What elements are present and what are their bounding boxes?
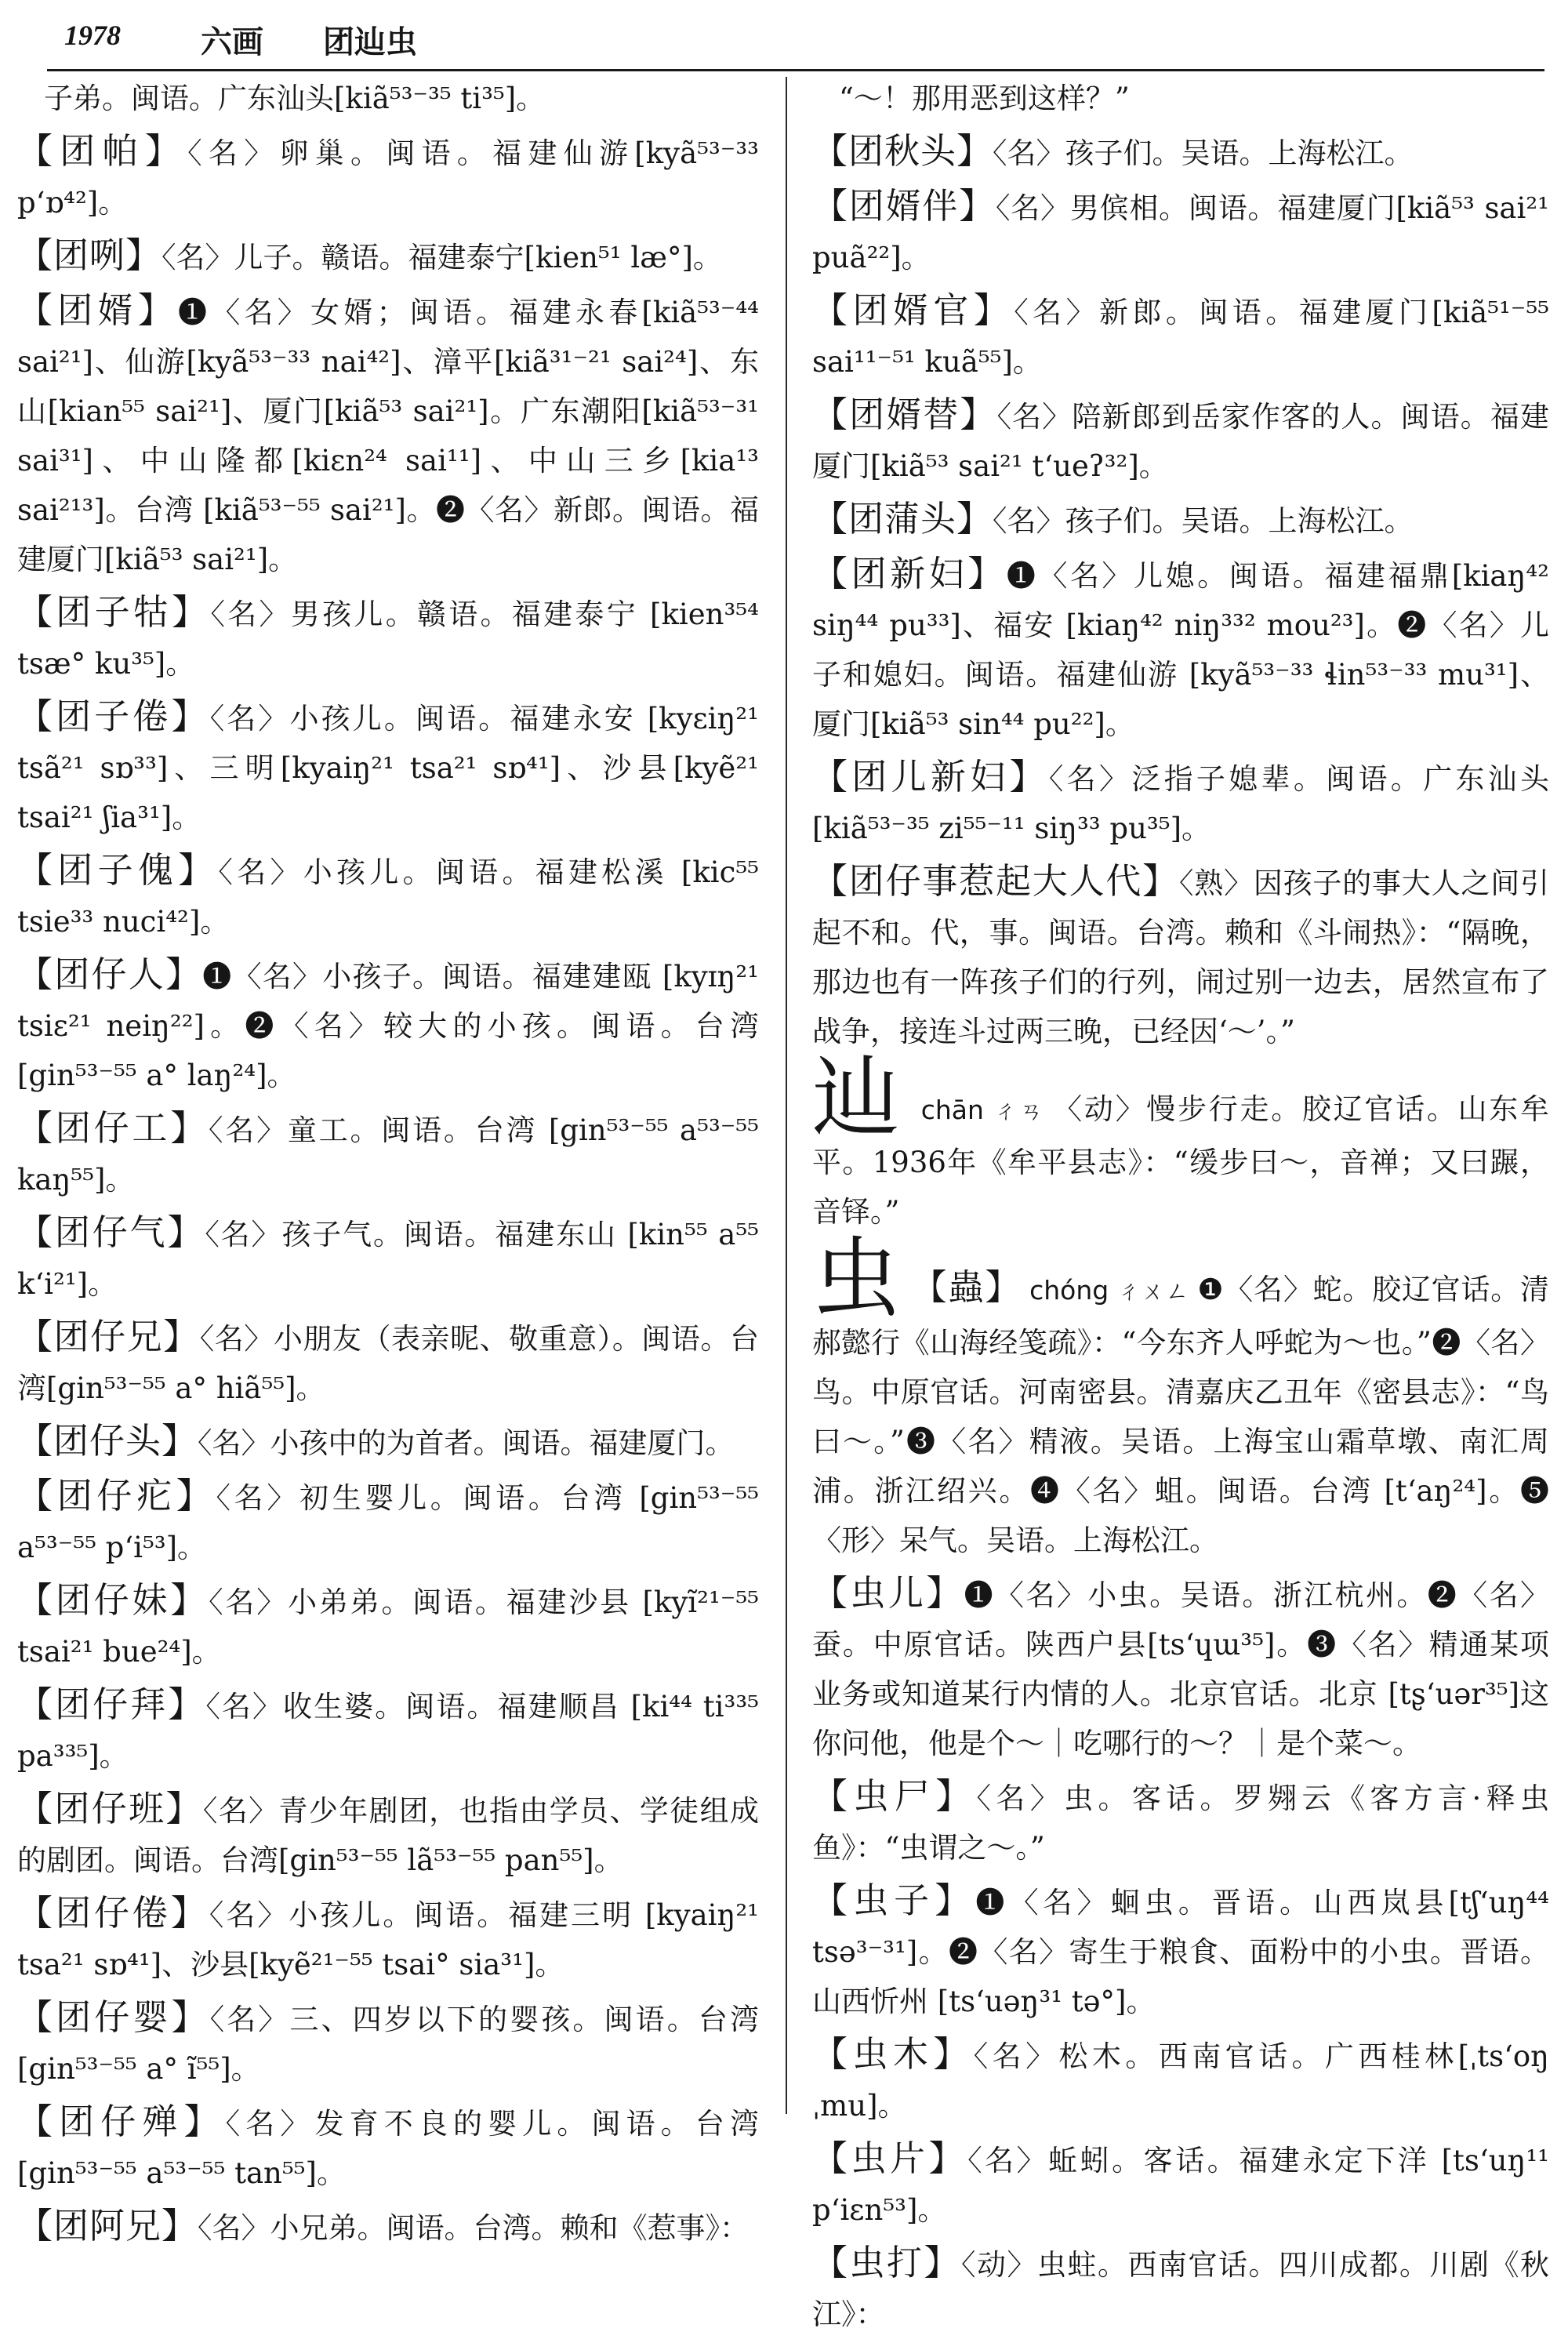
entry-continuation: “～！那用恶到这样？” [839,82,1130,115]
pinyin: chān [920,1095,984,1125]
headword: 【团仔拜】 [17,1683,206,1725]
definition: ❶〈名〉蛔虫。晋语。山西岚县[tʃʻuŋ⁴⁴ tsə³⁻³¹]。❷〈名〉寄生于粮食、面粉中的小虫。晋语。山西忻州 [tsʻuəŋ³¹ tə°]。 [812,1886,1549,2018]
definition: 〈名〉小朋友（表亲昵、敬重意）。闽语。台湾[gin⁵³⁻⁵⁵ a° hiã⁵⁵]。 [17,1322,759,1405]
dictionary-entry [812,2238,1549,2339]
dictionary-entry [17,1992,759,2094]
dictionary-entry [17,285,759,584]
headword: 【团儿新妇】 [812,756,1049,797]
definition: 〈名〉发育不良的婴儿。闽语。台湾 [gin⁵³⁻⁵⁵ a⁵³⁻⁵⁵ tan⁵⁵]。 [17,2107,759,2190]
definition: 〈名〉泛指子媳辈。闽语。广东汕头 [kiã⁵³⁻³⁵ zi⁵⁵⁻¹¹ siŋ³³ pu³⁵]。 [812,762,1549,845]
headword: 【团婿】 [17,289,178,331]
headword: 【团蒲头】 [812,498,993,539]
dictionary-entry [812,1771,1549,1872]
dictionary-entry [17,1471,759,1572]
definition: 〈名〉小孩儿。闽语。福建松溪 [kic⁵⁵ tsie³³ nuci⁴²]。 [17,855,759,939]
headword: 【虫片】 [812,2137,968,2179]
definition: 〈名〉男傧相。闽语。福建厦门[kiã⁵³ sai²¹ puã²²]。 [812,191,1549,274]
definition: 〈名〉卵巢。闽语。福建仙游[kyã⁵³⁻³³ pʻɒ⁴²]。 [17,136,759,220]
dictionary-entry [17,1103,759,1204]
zhuyin: ㄔㄨㄥ [1116,1278,1190,1306]
definition: 〈名〉初生婴儿。闽语。台湾 [gin⁵³⁻⁵⁵ a⁵³⁻⁵⁵ pʻi⁵³]。 [17,1481,759,1564]
definition: 〈名〉虫。客话。罗翙云《客方言·释虫鱼》：“虫谓之～。” [812,1781,1549,1865]
headword: 【团仔事惹起大人代】 [812,860,1179,902]
dictionary-entry [812,285,1549,387]
head-character: 虫 [812,1228,901,1330]
headword: 【团咧】 [17,234,162,276]
dictionary-entry [812,390,1549,491]
column-divider [786,77,787,2114]
definition: ❶〈名〉蛇。胶辽官话。清郝懿行《山海经笺疏》：“今东齐人呼蛇为～也。”❷〈名〉鸟。中原官话。河南密县。清嘉庆乙丑年《密县志》：“鸟曰～。”❸〈名〉精液。吴语。上海宝山霜草墩、南汇周浦。浙江绍兴。❹〈名〉蛆。闽语。台湾 [tʻaŋ²⁴]。❺〈形〉呆气。吴语。上海松江。 [812,1273,1550,1557]
dictionary-entry [17,1888,759,1989]
page-number: 1978 [64,20,121,51]
dictionary-entry [812,1568,1549,1768]
page-header [47,0,1544,71]
definition: 〈动〉虫蛀。西南官话。四川成都。川剧《秋江》： [812,2248,1549,2331]
definition: 〈名〉小孩儿。闽语。福建三明 [kyaiŋ²¹ tsa²¹ sɒ⁴¹]、沙县[kyẽ²¹⁻⁵⁵ tsai° sia³¹]。 [17,1898,759,1981]
dictionary-entry [812,1876,1549,2026]
dictionary-entry [17,845,759,946]
traditional-form: 【蟲】 [911,1266,1022,1308]
headword: 【虫木】 [812,2033,974,2075]
headword: 【团婿替】 [812,394,997,435]
dictionary-entry [17,126,759,227]
headword: 【团仔气】 [17,1211,205,1253]
dictionary-entry [17,950,759,1100]
definition: 〈熟〉因孩子的事大人之间引起不和。代，事。闽语。台湾。赖和《斗闹热》：“隔晚，那边也有一阵孩子们的行列，闹过别一边去，居然宣布了战争，接连斗过两三晚，已经因‘～’。” [812,866,1549,1048]
definition: 〈名〉三、四岁以下的婴孩。闽语。台湾 [gin⁵³⁻⁵⁵ a° ĩ⁵⁵]。 [17,2003,759,2086]
dictionary-entry [17,231,759,282]
headword: 【团阿兄】 [17,2205,198,2246]
headword: 【虫子】 [812,1880,976,1921]
headword: 【虫尸】 [812,1775,977,1817]
definition: 〈名〉小孩中的为首者。闽语。福建厦门。 [198,1426,735,1460]
definition: 〈动〉慢步行走。胶辽官话。山东牟平。1936年《牟平县志》：“缓步曰～，音禅；又曰蹍，音铎。” [812,1092,1550,1229]
headword: 【团仔头】 [17,1420,198,1462]
definition: 〈名〉小孩儿。闽语。福建永安 [kyɛiŋ²¹ tsã²¹ sɒ³³]、三明[kyaiŋ²¹ tsa²¹ sɒ⁴¹]、沙县[kyẽ²¹ tsai²¹ ʃia³¹]。 [17,702,759,834]
dictionary-entry [17,1208,759,1309]
definition: 〈名〉童工。闽语。台湾 [gin⁵³⁻⁵⁵ a⁵³⁻⁵⁵ kaŋ⁵⁵]。 [17,1113,759,1197]
definition: ❶〈名〉儿媳。闽语。福建福鼎[kiaŋ⁴² siŋ⁴⁴ pu³³]、福安 [kiaŋ⁴² niŋ³³² mou²³]。❷〈名〉儿子和媳妇。闽语。福建仙游 [kyã⁵³⁻³³ ɬin⁵³⁻³³ mu³¹]、厦门[kiã⁵³ sin⁴⁴ pu²²]。 [812,559,1549,741]
definition: 〈名〉小弟弟。闽语。福建沙县 [kyĩ²¹⁻⁵⁵ tsai²¹ bue²⁴]。 [17,1585,759,1669]
headword: 【虫儿】 [812,1572,964,1614]
definition: ❶〈名〉小孩子。闽语。福建建瓯 [kyɪŋ²¹ tsiɛ²¹ neiŋ²²]。❷〈名〉较大的小孩。闽语。台湾 [gin⁵³⁻⁵⁵ a° laŋ²⁴]。 [17,960,759,1092]
dictionary-entry [812,2134,1549,2235]
headword: 【团仔倦】 [17,1892,209,1934]
dictionary-entry [812,856,1549,1056]
dictionary-entry [17,587,759,688]
dictionary-entry [17,692,759,842]
entry-continuation: 子弟。闽语。广东汕头[kiã⁵³⁻³⁵ ti³⁵]。 [44,82,546,115]
dictionary-entry [812,494,1549,546]
definition: 〈名〉儿子。赣语。福建泰宁[kien⁵¹ læ°]。 [162,241,722,274]
section-characters: 团辿虫 [323,24,417,60]
definition: 〈名〉收生婆。闽语。福建顺昌 [ki⁴⁴ ti³³⁵ pa³³⁵]。 [17,1690,759,1773]
headword: 【团子傀】 [17,849,219,891]
left-column [17,74,759,2246]
dictionary-entry [812,2029,1549,2130]
definition: 〈名〉孩子气。闽语。福建东山 [kin⁵⁵ a⁵⁵ kʻi²¹]。 [17,1218,759,1301]
headword: 【团仔妹】 [17,1579,209,1621]
definition: 〈名〉新郎。闽语。福建厦门[kiã⁵¹⁻⁵⁵ sai¹¹⁻⁵¹ kuã⁵⁵]。 [812,296,1549,379]
headword: 【团仔殚】 [17,2101,226,2142]
dictionary-entry [17,1312,759,1413]
dictionary-entry [17,1680,759,1781]
definition: 〈名〉青少年剧团，也指由学员、学徒组成的剧团。闽语。台湾[gin⁵³⁻⁵⁵ lã⁵³⁻⁵⁵ pan⁵⁵]。 [17,1794,759,1877]
definition: 〈名〉小兄弟。闽语。台湾。赖和《惹事》： [198,2211,750,2245]
definition: 〈名〉孩子们。吴语。上海松江。 [993,136,1414,170]
headword: 【团帕】 [17,130,188,172]
definition: 〈名〉男孩儿。赣语。福建泰宁 [kien³⁵⁴ tsæ° ku³⁵]。 [17,597,759,681]
dictionary-entry [17,2097,759,2198]
headword: 【团婿官】 [812,289,1014,331]
dictionary-entry [17,2201,759,2253]
definition: ❶〈名〉小虫。吴语。浙江杭州。❷〈名〉蚕。中原官话。陕西户县[tsʻɥɯ³⁵]。❸〈名〉精通某项业务或知道某行内情的人。北京官话。北京 [tʂʻuər³⁵]这你问他，他是个～｜吃哪行的～？｜是个菜～。 [812,1578,1549,1760]
headword: 【团仔人】 [17,953,203,995]
headword: 【虫打】 [812,2242,961,2283]
headword: 【团仔疕】 [17,1475,216,1516]
definition: 〈名〉蚯蚓。客话。福建永定下洋 [tsʻuŋ¹¹ pʻiɛn⁵³]。 [812,2144,1549,2227]
headword: 【团新妇】 [812,553,1007,594]
pinyin: chóng [1029,1275,1109,1306]
definition: 〈名〉松木。西南官话。广西桂林[ˌtsʻoŋ ˌmu]。 [812,2039,1549,2123]
character-entry [812,1228,1550,1565]
dictionary-entry [17,1784,759,1885]
definition: ❶〈名〉女婿；闽语。福建永春[kiã⁵³⁻⁴⁴ sai²¹]、仙游[kyã⁵³⁻³³ nai⁴²]、漳平[kiã³¹⁻²¹ sai²⁴]、东山[kian⁵⁵ sai²¹]、厦门[kiã⁵³ sai²¹]。广东潮阳[kiã⁵³⁻³¹ sai³¹]、中山隆都[kiɛn²⁴ sai¹¹]、中山三乡[kia¹³ sai²¹³]。台湾 [kiã⁵³⁻⁵⁵ sai²¹]。❷〈名〉新郎。闽语。福建厦门[kiã⁵³ sai²¹]。 [17,296,759,576]
definition: 〈名〉孩子们。吴语。上海松江。 [993,504,1414,538]
head-character: 辿 [812,1048,902,1150]
character-entry [812,1048,1550,1237]
right-column [812,74,1550,2331]
dictionary-entry [17,1575,759,1676]
dictionary-entry [17,1416,759,1468]
headword: 【团子牯】 [17,591,211,633]
dictionary-entry [812,549,1549,749]
section-label: 六画 [201,24,263,60]
headword: 【团仔兄】 [17,1316,200,1357]
dictionary-entry [812,126,1549,178]
dictionary-entry [812,181,1549,282]
dictionary-entry [812,752,1549,853]
headword: 【团仔婴】 [17,1996,210,2038]
zhuyin: ㄔㄢ [991,1098,1046,1125]
headword: 【团婿伴】 [812,185,996,227]
headword: 【团仔班】 [17,1788,203,1829]
definition: 〈名〉陪新郎到岳家作客的人。闽语。福建厦门[kiã⁵³ sai²¹ tʻueʔ³²]。 [812,400,1549,483]
headword: 【团子倦】 [17,696,210,737]
headword: 【团秋头】 [812,130,993,172]
headword: 【团仔工】 [17,1107,209,1149]
